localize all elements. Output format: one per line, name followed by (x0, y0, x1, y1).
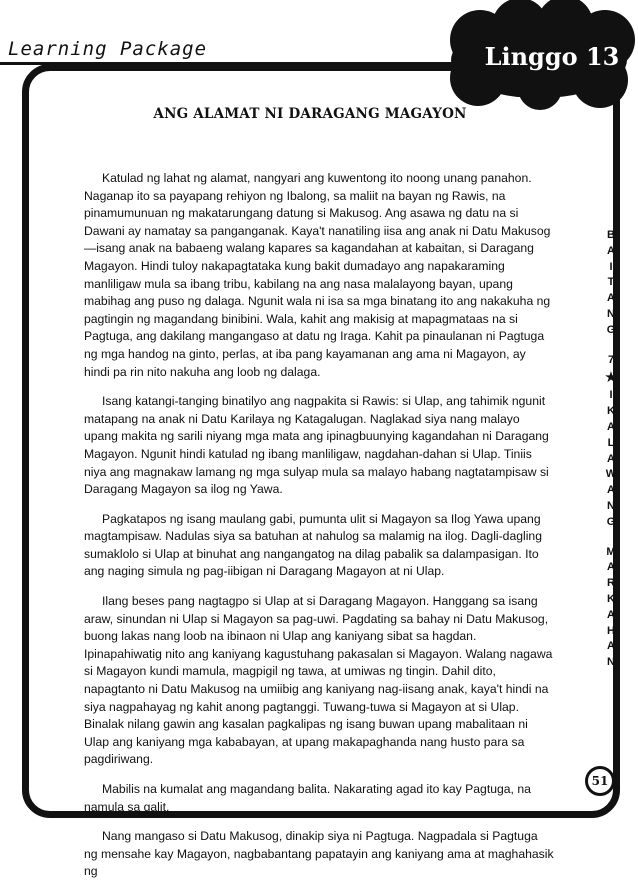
side-letter: N (607, 499, 615, 512)
paragraph: Mabilis na kumalat ang magandang balita. Nakarating agad ito kay Pagtuga, na namula sa galit. (84, 782, 531, 814)
learning-package-label: Learning Package (8, 38, 208, 60)
week-label: Linggo 13 (484, 42, 620, 71)
side-letter: A (607, 452, 615, 465)
side-letter: A (607, 484, 615, 497)
side-letter: B (607, 229, 615, 241)
side-letter: G (606, 515, 616, 528)
side-letter: H (607, 624, 615, 637)
side-gap (600, 531, 622, 545)
side-letter: I (609, 260, 613, 273)
side-letter: W (605, 468, 617, 481)
side-letter: R (607, 577, 615, 590)
side-letter: A (607, 640, 615, 653)
side-letter: I (609, 389, 613, 402)
paragraph: Nang mangaso si Datu Makusog, dinakip siya ni Pagtuga. Nagpadala si Pagtuga ng mensahe kay Magayon, nagbabantang papatayin ang kaniyang ama at maghahasik ng (84, 829, 554, 879)
paragraph: Isang katangi-tanging binatilyo ang nagpakita si Rawis: si Ulap, ang tahimik ngunit matapang na anak ni Datu Karilaya ng Katagalugan. Naglakad siya nang malayo upang makita ng sarili niyang mga mata ang ipinagbuunying kagandahan ni Daragang Magayon. Ngunit hindi katulad ng ibang manliligaw, nagdahan-dahan si Ulap. Tiniis niya ang magnakaw lamang ng mga sulyap mula sa malayo habang nagtatampisaw si Daragang Magayon sa ilog ng Yawa. (84, 394, 549, 497)
side-letter: A (607, 420, 615, 433)
side-letter: A (607, 608, 615, 621)
side-letter: N (607, 656, 615, 669)
side-letter: T (607, 276, 615, 289)
paragraph: Pagkatapos ng isang maulang gabi, pumunta ulit si Magayon sa Ilog Yawa upang magtampisaw. Nadulas siya sa batuhan at nahulog sa malamig na ilog. Dagli-dagling sumaklolo si Ulap at binuhat ang nangangatog na dilag pabalik sa dalampasigan. Ito ang naging simula ng pag-iibigan ni Daragang Magayon at ni Ulap. (84, 511, 542, 579)
side-letter: A (607, 244, 615, 257)
side-letter: 7 (607, 353, 615, 366)
paragraph: Katulad ng lahat ng alamat, nangyari ang kuwentong ito noong unang panahon. Naganap ito sa payapang rehiyon ng Ibalong, sa maliit na bayan ng Rawis, na pinamumunuan ng makatarungang datung si Makusog. Ang asawa ng datu na si Dawani ay namatay sa panganganak. Kaya't nanatiling iisa ang anak ni Datu Makusog—isang anak na babaeng walang kapares sa kagandahan at kabaitan, si Daragang Magayon. Hindi tuloy nakapagtataka kung bakit dumadayo ang napakaraming manliligaw mula sa ibang tribu, kabilang na ang nasa malalayong bayan, upang mabihag ang puso ng dalaga. Ngunit wala ni isa sa mga binatang ito ang nakakuha ng pagtingin ng magandang binibini. Wala, kahit ang makisig at mapagmataas na si Pagtuga, ang dakilang mangangaso at datu ng Iraga. Kahit pa pinaulanan ni Pagtuga ng mga handog na ginto, perlas, at iba pang kayamanan ang ama ni Magayon, ay hindi pa rin nito nakuha ang loob ng dalaga. (84, 171, 551, 379)
side-letter: A (607, 292, 615, 305)
side-letter: K (607, 592, 615, 605)
side-letter: N (607, 307, 615, 320)
side-letter: A (607, 561, 615, 574)
paragraph: Ilang beses pang nagtagpo si Ulap at si Daragang Magayon. Hanggang sa isang araw, sinundan ni Ulap si Magayon sa pag-uwi. Pagdating sa bahay ni Datu Makusog, buong lakas nang loob na ibinaon ni Ulap ang kaniyang sibat sa hagdan. Ipinapahiwatig nito ang kaniyang kagustuhang pakasalan si Magayon. Walang nagawa si Magayon kundi mamula, magpigil ng tawa, at umiwas ng tingin. Dahil dito, napagtanto ni Datu Makusog na umiibig ang kaniyang nag-iisang anak, kaya't hindi na siya nagpahayag ng kahit anong pagtanggi. Tuwang-tuwa si Magayon at si Ulap. Binalak nilang gawin ang kasalan pagkalipas ng isang buwan upang mabalitaan ni Ulap ang kaniyang mga kababayan, at upang makapaghanda nang husto para sa pagdiriwang. (84, 594, 553, 767)
side-letter: L (607, 436, 615, 449)
story-body (84, 170, 554, 893)
page-number: 51 (585, 766, 615, 796)
story-title: ANG ALAMAT NI DARAGANG MAGAYON (153, 106, 467, 122)
side-letter: G (606, 323, 616, 336)
side-letter: K (607, 405, 615, 418)
star-icon: ★ (604, 369, 618, 387)
side-gap (600, 339, 622, 353)
grade-quarter-vertical-label (600, 228, 622, 671)
side-letter: M (606, 545, 616, 558)
